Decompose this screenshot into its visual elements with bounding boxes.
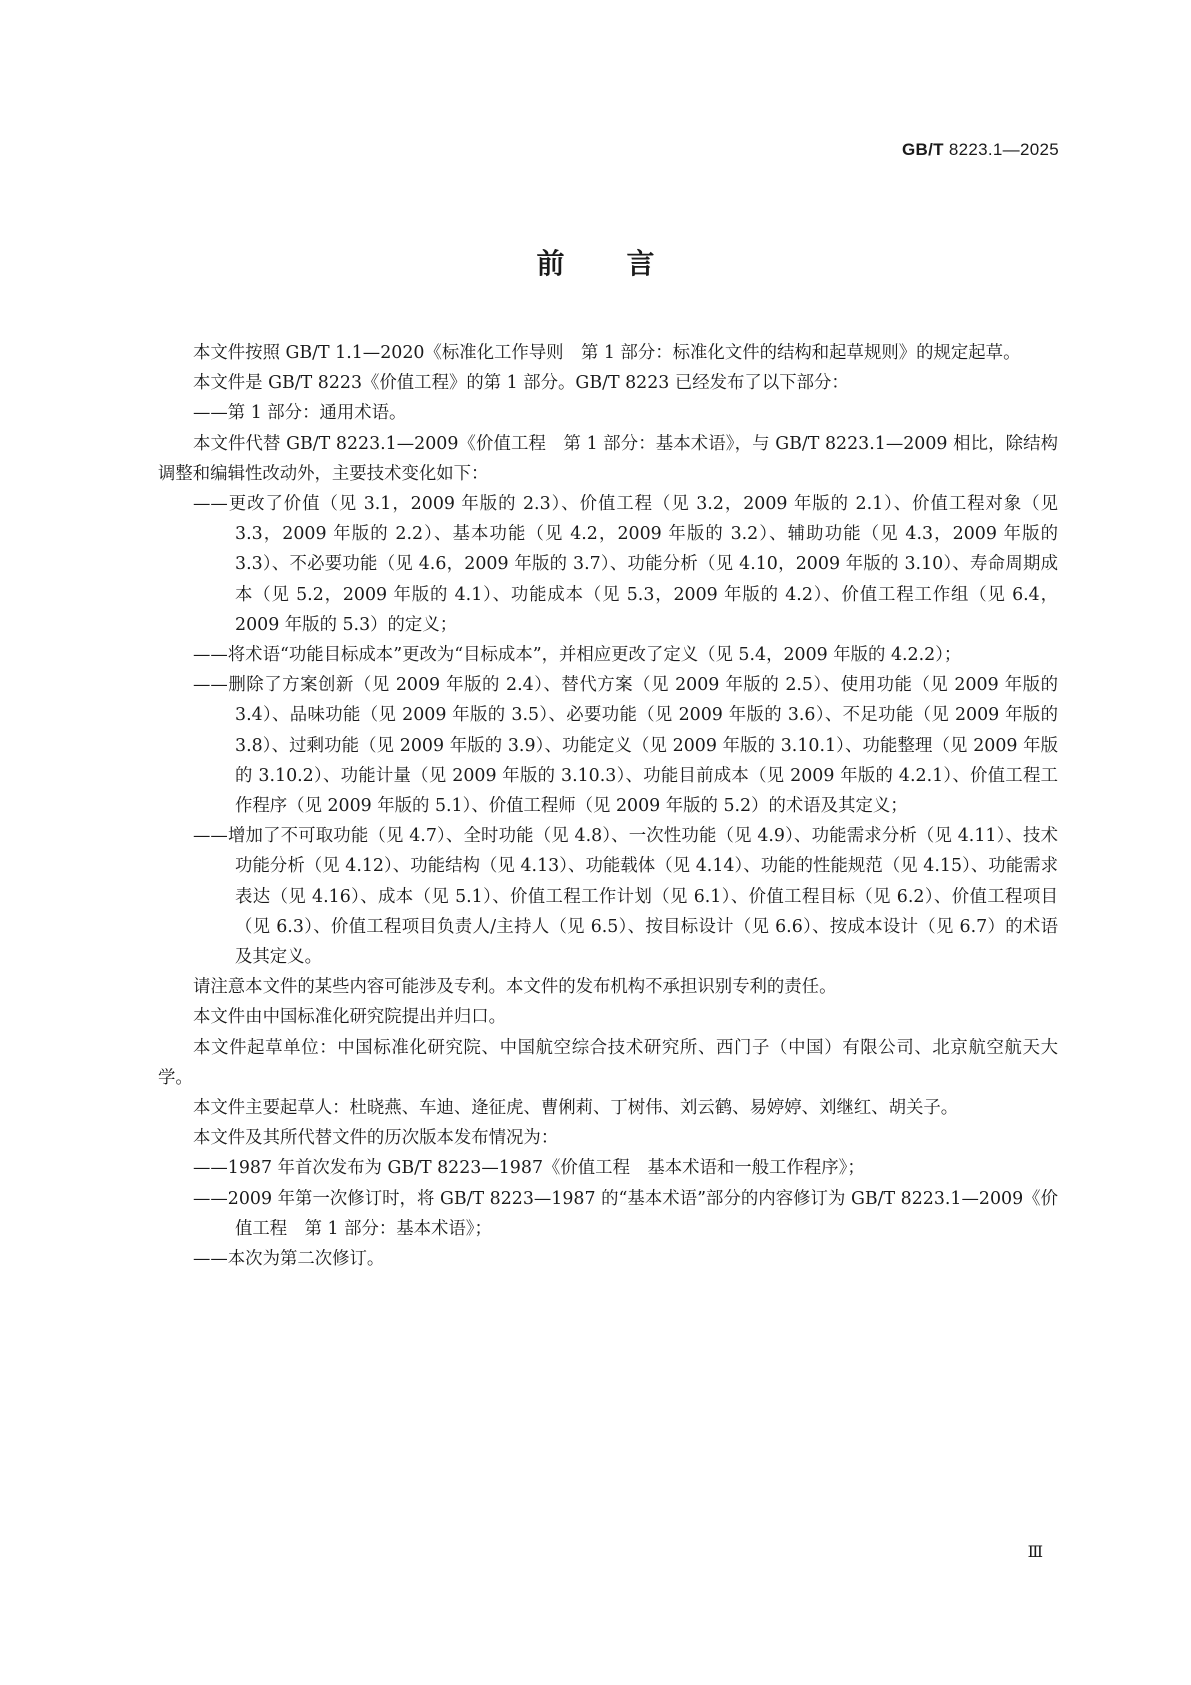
page-number: Ⅲ: [1027, 1542, 1043, 1561]
paragraph: 请注意本文件的某些内容可能涉及专利。本文件的发布机构不承担识别专利的责任。: [193, 977, 837, 998]
list-item: ——第 1 部分：通用术语。: [193, 403, 407, 424]
paragraph: 本文件及其所代替文件的历次版本发布情况为：: [193, 1128, 559, 1149]
document-code-number: 8223.1—2025: [948, 140, 1059, 159]
foreword-body: [158, 338, 1058, 1274]
list-item: ——本次为第二次修订。: [193, 1249, 385, 1270]
paragraph: 本文件代替 GB/T 8223.1—2009《价值工程 第 1 部分：基本术语》，与 GB/T 8223.1—2009 相比，除结构调整和编辑性改动外，主要技术变化如下：: [158, 433, 1058, 484]
list-item: ——将术语“功能目标成本”更改为“目标成本”，并相应更改了定义（见 5.4，2009 年版的 4.2.2）；: [193, 645, 962, 666]
list-item: ——增加了不可取功能（见 4.7）、全时功能（见 4.8）、一次性功能（见 4.9）、功能需求分析（见 4.11）、技术功能分析（见 4.12）、功能结构（见 4.13）、功能载体（见 4.14）、功能的性能规范（见 4.15）、功能需求表达（见 4.16）、成本（见 5.1）、价值工程工作计划（见 6.1）、价值工程目标（见 6.2）、价值工程项目（见 6.3）、价值工程项目负责人/主持人（见 6.5）、按目标设计（见 6.6）、按成本设计（见 6.7）的术语及其定义。: [193, 826, 1058, 968]
list-item: ——删除了方案创新（见 2009 年版的 2.4）、替代方案（见 2009 年版的 2.5）、使用功能（见 2009 年版的 3.4）、品味功能（见 2009 年版的 3.5）、必要功能（见 2009 年版的 3.6）、不足功能（见 2009 年版的 3.8）、过剩功能（见 2009 年版的 3.9）、功能定义（见 2009 年版的 3.10.1）、功能整理（见 2009 年版的 3.10.2）、功能计量（见 2009 年版的 3.10.3）、功能目前成本（见 2009 年版的 4.2.1）、价值工程工作程序（见 2009 年版的 5.1）、价值工程师（见 2009 年版的 5.2）的术语及其定义；: [193, 675, 1058, 817]
list-item: ——更改了价值（见 3.1，2009 年版的 2.3）、价值工程（见 3.2，2009 年版的 2.1）、价值工程对象（见 3.3，2009 年版的 2.2）、基本功能（见 4.2，2009 年版的 3.2）、辅助功能（见 4.3，2009 年版的3.3）、不必要功能（见 4.6，2009 年版的 3.7）、功能分析（见 4.10，2009 年版的 3.10）、寿命周期成本（见 5.2，2009 年版的 4.1）、功能成本（见 5.3，2009 年版的 4.2）、价值工程工作组（见 6.4，2009 年版的 5.3）的定义；: [193, 494, 1058, 635]
list-item: ——1987 年首次发布为 GB/T 8223—1987《价值工程 基本术语和一般工作程序》；: [193, 1158, 865, 1179]
list-item: ——2009 年第一次修订时，将 GB/T 8223—1987 的“基本术语”部分的内容修订为 GB/T 8223.1—2009《价值工程 第 1 部分：基本术语》；: [193, 1188, 1058, 1239]
paragraph: 本文件主要起草人：杜晓燕、车迪、逄征虎、曹俐莉、丁树伟、刘云鹤、易婷婷、刘继红、胡关子。: [193, 1098, 959, 1119]
paragraph: 本文件按照 GB/T 1.1—2020《标准化工作导则 第 1 部分：标准化文件的结构和起草规则》的规定起草。: [193, 343, 1021, 363]
paragraph: 本文件由中国标准化研究院提出并归口。: [193, 1007, 507, 1028]
paragraph: 本文件是 GB/T 8223《价值工程》的第 1 部分。GB/T 8223 已经发布了以下部分：: [193, 373, 849, 394]
document-code: [902, 140, 1059, 160]
paragraph: 本文件起草单位：中国标准化研究院、中国航空综合技术研究所、西门子（中国）有限公司、北京航空航天大学。: [158, 1037, 1058, 1088]
page-title: 前言: [536, 247, 717, 280]
document-code-prefix: GB/T: [902, 140, 944, 159]
